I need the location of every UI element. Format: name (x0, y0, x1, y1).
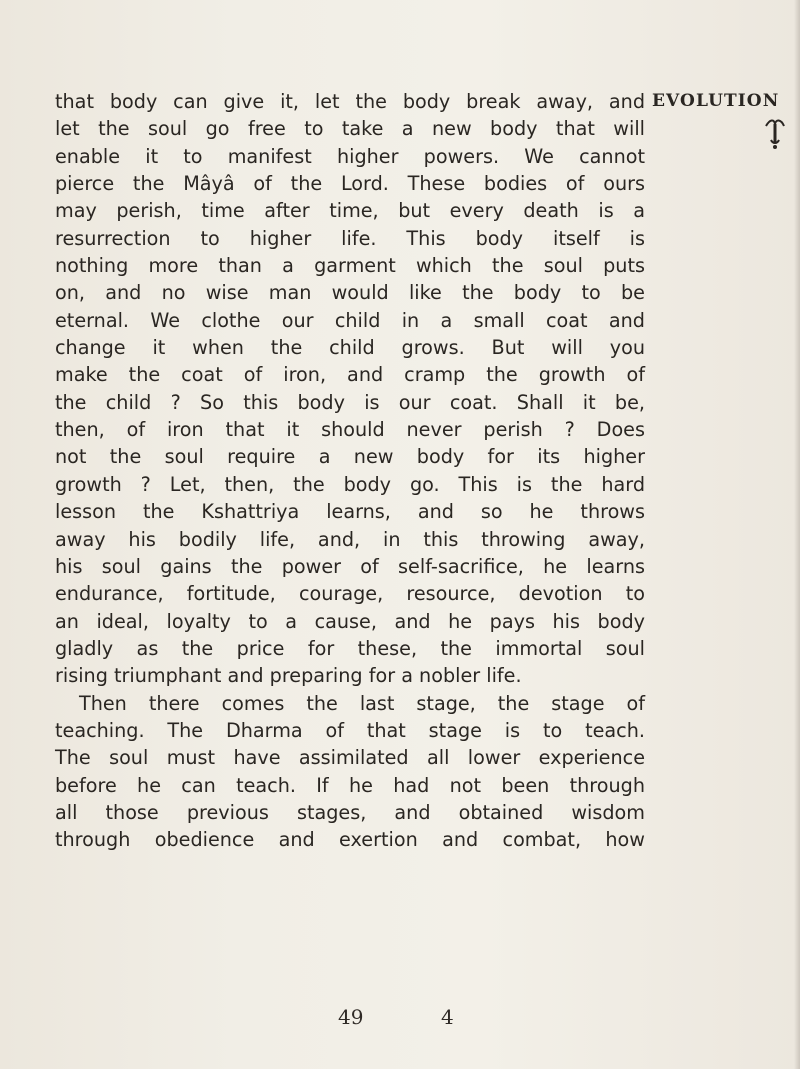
page-edge-shadow (794, 0, 800, 1069)
text-line: pierce the Mâyâ of the Lord. These bodies of ours (55, 172, 645, 196)
sheet-number: 4 (441, 1005, 454, 1029)
text-line: gladly as the price for these, the immortal soul (55, 636, 645, 660)
text-line: not the soul require a new body for its higher (55, 445, 645, 469)
text-line: his soul gains the power of self-sacrifice, he learns (55, 554, 645, 578)
body-text (55, 88, 645, 854)
text-line: all those previous stages, and obtained wisdom (55, 800, 645, 824)
text-line: let the soul go free to take a new body that will (55, 117, 645, 141)
text-line: endurance, fortitude, courage, resource, devotion to (55, 582, 645, 606)
text-line: on, and no wise man would like the body to be (55, 281, 645, 305)
text-line: rising triumphant and preparing for a nobler life. (55, 664, 522, 688)
page-number: 49 (338, 1005, 364, 1029)
text-line: away his bodily life, and, in this throwing away, (55, 527, 645, 551)
text-line: change it when the child grows. But will you (55, 336, 645, 360)
text-line: make the coat of iron, and cramp the growth of (55, 363, 645, 387)
text-line: an ideal, loyalty to a cause, and he pays his body (55, 609, 645, 633)
text-line: may perish, time after time, but every death is a (55, 199, 645, 223)
text-line: before he can teach. If he had not been through (55, 773, 645, 797)
text-line: eternal. We clothe our child in a small coat and (55, 308, 645, 332)
text-line: nothing more than a garment which the soul puts (55, 254, 645, 278)
page-signature (0, 1005, 800, 1035)
text-line: then, of iron that it should never perish ? Does (55, 418, 645, 442)
text-line: Then there comes the last stage, the stage of (79, 691, 645, 715)
text-line: growth ? Let, then, the body go. This is the hard (55, 472, 645, 496)
text-line: through obedience and exertion and combat, how (55, 828, 645, 852)
text-line: The soul must have assimilated all lower experience (55, 746, 645, 770)
margin-note: EVOLUTION (652, 91, 780, 111)
text-line: teaching. The Dharma of that stage is to teach. (55, 718, 645, 742)
text-line: lesson the Kshattriya learns, and so he throws (55, 500, 645, 524)
text-line: that body can give it, let the body break away, and (55, 90, 645, 113)
text-line: resurrection to higher life. This body itself is (55, 226, 645, 250)
text-line: the child ? So this body is our coat. Shall it be, (55, 390, 645, 414)
decorative-flourish-icon (764, 118, 786, 152)
text-line: enable it to manifest higher powers. We cannot (55, 144, 645, 168)
